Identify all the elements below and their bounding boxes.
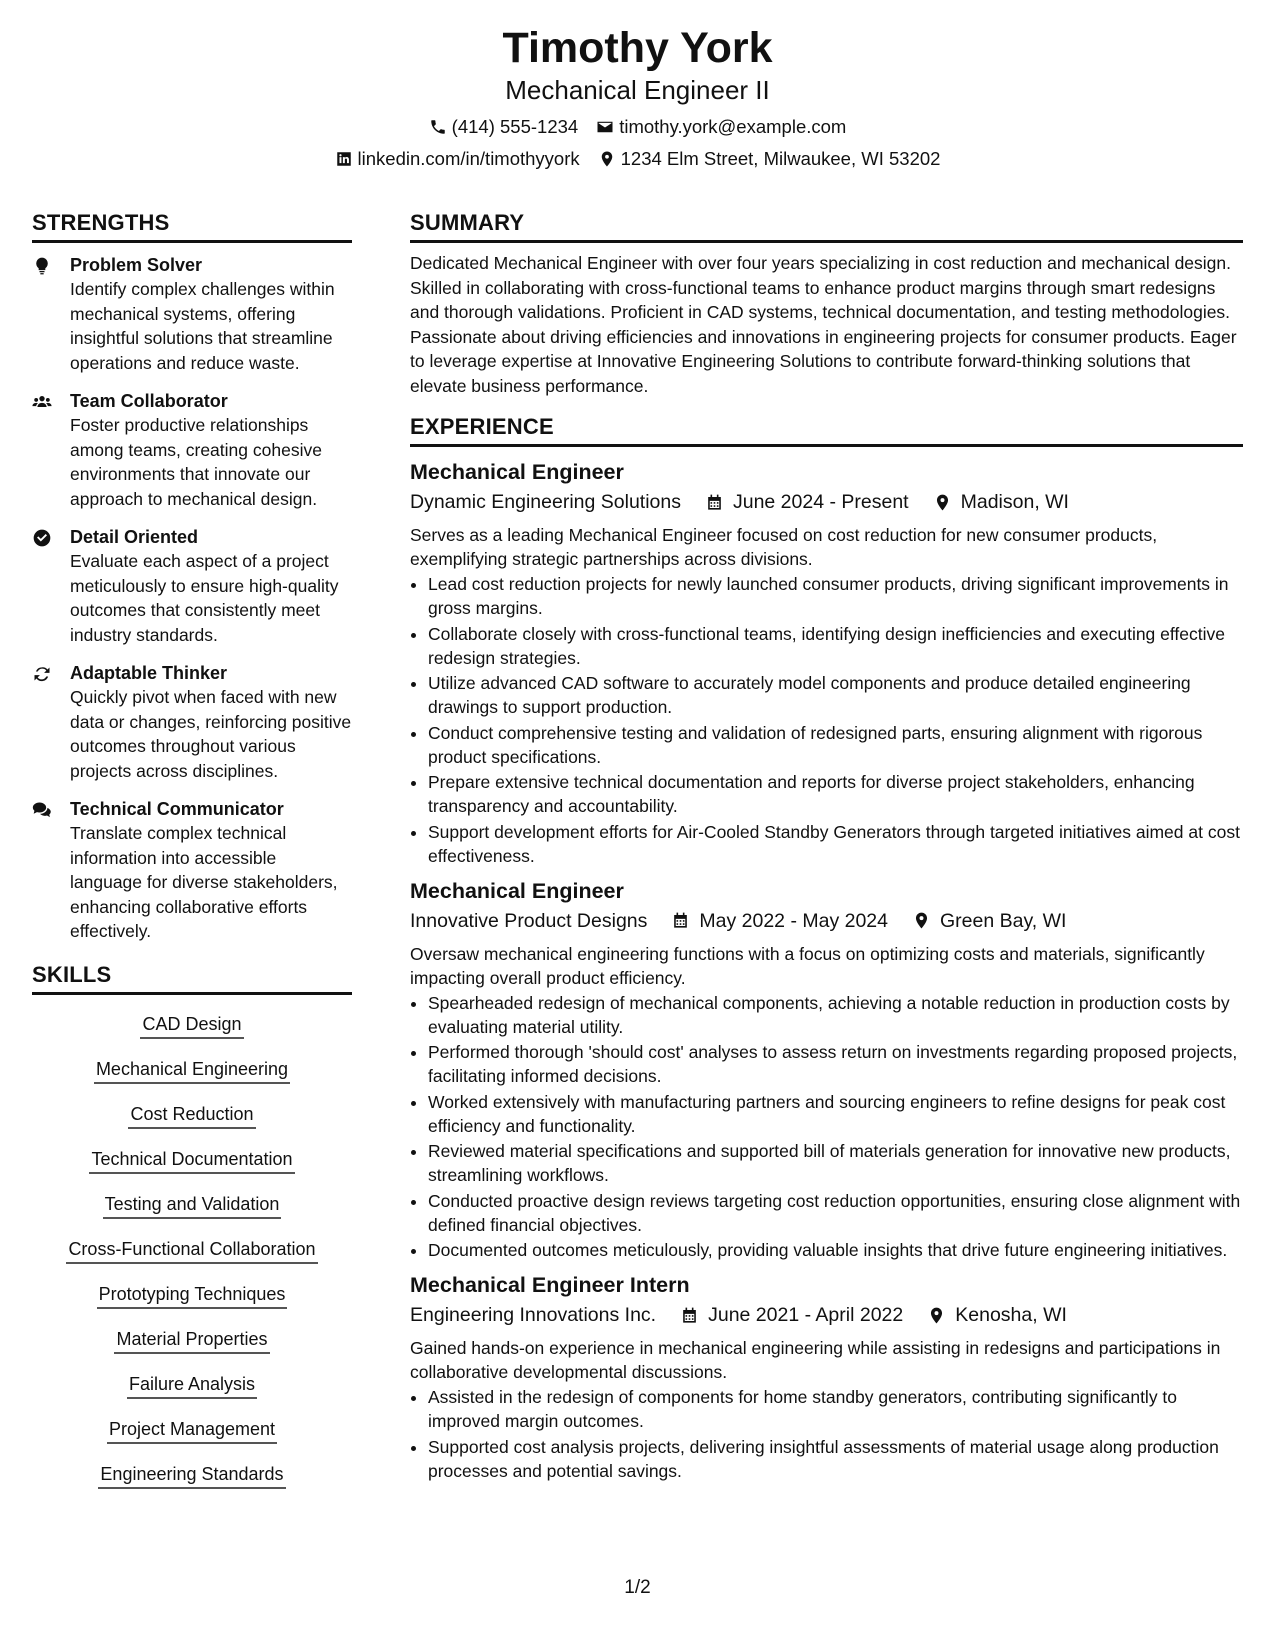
linkedin-contact[interactable]: [335, 146, 580, 172]
skill-tag: Project Management: [107, 1416, 277, 1444]
job-title: Mechanical Engineer: [410, 878, 624, 903]
candidate-title: Mechanical Engineer II: [505, 75, 770, 105]
job-location: Kenosha, WI: [955, 1304, 1067, 1326]
phone-icon: [429, 118, 447, 136]
job-entry: [410, 457, 1243, 868]
job-title: Mechanical Engineer: [410, 460, 624, 484]
map-pin-icon: [598, 150, 616, 168]
job-bullet: • Performed thorough 'should cost' analyses to assess return on investments regarding proposed projects, facilitating informed decisions.: [428, 1040, 1243, 1088]
linkedin-icon: [335, 150, 353, 168]
strength-item: [32, 797, 352, 944]
check-circle-icon: [32, 528, 52, 548]
experience-section: [410, 412, 1243, 1483]
job-bullet: • Worked extensively with manufacturing partners and sourcing engineers to refine designs for peak cost efficiency and functionality.: [428, 1090, 1243, 1138]
job-bullet: • Documented outcomes meticulously, providing valuable insights that drive future engineering initiatives.: [428, 1238, 1243, 1262]
job-bullet: • Supported cost analysis projects, delivering insightful assessments of material usage along production processes and potential savings.: [428, 1435, 1243, 1483]
strength-desc: Foster productive relationships among teams, creating cohesive environments that innovate our approach to mechanical design.: [70, 415, 322, 509]
strength-desc: Translate complex technical information into accessible language for diverse stakeholders, enhancing collaborative efforts effectively.: [70, 823, 338, 941]
phone-contact: [429, 114, 579, 140]
skill-tag: Prototyping Techniques: [97, 1281, 288, 1309]
users-icon: [32, 392, 52, 412]
map-pin-icon: [912, 911, 931, 930]
job-description: Gained hands-on experience in mechanical engineering while assisting in redesigns and participations in collaborative developmental discussions.: [410, 1338, 1221, 1382]
job-bullets: [410, 991, 1243, 1263]
summary-heading: SUMMARY: [410, 208, 1243, 243]
calendar-icon: [705, 493, 724, 512]
job-dates: June 2021 - April 2022: [708, 1304, 904, 1326]
skills-section: [32, 960, 352, 1500]
job-entry: [410, 1270, 1243, 1483]
address-text: 1234 Elm Street, Milwaukee, WI 53202: [620, 148, 941, 169]
job-meta: [410, 906, 1243, 936]
envelope-icon: [596, 118, 614, 136]
phone-text: (414) 555-1234: [451, 116, 579, 137]
summary-text: Dedicated Mechanical Engineer with over four years specializing in cost reduction and mechanical design. Skilled in collaborating with cross-functional teams to enhance product margins through smart redesigns and thorough validations. Proficient in CAD systems, technical documentation, and testing methodologies. Passionate about driving efficiencies and innovations in engineering projects for consumer products. Eager to leverage expertise at Innovative Engineering Solutions to contribute forward-thinking solutions that elevate business performance.: [410, 253, 1237, 396]
skills-heading: SKILLS: [32, 960, 352, 995]
strength-desc: Evaluate each aspect of a project meticulously to ensure high-quality outcomes that consistently meet industry standards.: [70, 551, 339, 645]
candidate-name: Timothy York: [502, 24, 773, 72]
job-bullet: • Prepare extensive technical documentation and reports for diverse project stakeholders, enhancing transparency and accountability.: [428, 770, 1243, 818]
job-description: Oversaw mechanical engineering functions with a focus on optimizing costs and materials, significantly impacting overall product efficiency.: [410, 943, 1205, 988]
strength-title: Team Collaborator: [70, 391, 228, 411]
job-company: Dynamic Engineering Solutions: [410, 491, 681, 513]
job-bullet: • Lead cost reduction projects for newly launched consumer products, driving significant improvements in gross margins.: [428, 572, 1243, 620]
calendar-icon: [671, 911, 690, 930]
skill-tag: Material Properties: [114, 1326, 269, 1354]
job-dates: June 2024 - Present: [732, 491, 909, 513]
map-pin-icon: [927, 1306, 946, 1325]
job-meta: [410, 1300, 1243, 1330]
strengths-heading: STRENGTHS: [32, 208, 352, 243]
skill-tag: Failure Analysis: [127, 1371, 257, 1399]
strength-desc: Quickly pivot when faced with new data or changes, reinforcing positive outcomes throughout various projects across disciplines.: [70, 687, 352, 781]
job-bullet: • Spearheaded redesign of mechanical components, achieving a notable reduction in production costs by evaluating material utility.: [428, 991, 1243, 1039]
skill-tag: Cost Reduction: [128, 1101, 255, 1129]
strength-item: [32, 525, 352, 647]
job-bullet: • Reviewed material specifications and supported bill of materials generation for innovative new products, streamlining workflows.: [428, 1139, 1243, 1187]
skill-tag: Engineering Standards: [98, 1461, 285, 1489]
email-contact[interactable]: [596, 114, 846, 140]
strength-item: [32, 253, 352, 375]
job-bullets: [410, 1385, 1243, 1483]
job-dates: May 2022 - May 2024: [699, 909, 888, 932]
strength-item: [32, 661, 352, 783]
strength-item: [32, 389, 352, 511]
job-bullet: • Collaborate closely with cross-functional teams, identifying design inefficiencies and executing effective redesign strategies.: [428, 622, 1243, 670]
strength-title: Problem Solver: [70, 255, 203, 275]
resume-header: [0, 22, 1275, 172]
job-bullets: [410, 572, 1243, 868]
lightbulb-icon: [32, 256, 52, 276]
skill-tag: Cross-Functional Collaboration: [66, 1236, 317, 1264]
job-bullet: • Support development efforts for Air-Cooled Standby Generators through targeted initiatives aimed at cost effectiveness.: [428, 820, 1243, 868]
job-bullet: • Assisted in the redesign of components for home standby generators, contributing significantly to improved margin outcomes.: [428, 1385, 1243, 1433]
job-company: Engineering Innovations Inc.: [410, 1304, 657, 1326]
map-pin-icon: [933, 493, 952, 512]
job-meta: [410, 487, 1243, 517]
right-column: [410, 208, 1243, 1491]
skill-tag: Testing and Validation: [103, 1191, 282, 1219]
contact-row-2: [0, 146, 1275, 172]
page-number: 1/2: [624, 1577, 651, 1598]
strength-title: Detail Oriented: [70, 527, 199, 547]
calendar-icon: [680, 1306, 699, 1325]
strength-title: Adaptable Thinker: [70, 663, 228, 683]
skill-tag: Mechanical Engineering: [94, 1056, 290, 1084]
email-text[interactable]: timothy.york@example.com: [619, 116, 847, 137]
strength-title: Technical Communicator: [70, 799, 284, 819]
sync-icon: [32, 664, 52, 684]
job-bullet: • Utilize advanced CAD software to accurately model components and produce detailed engineering drawings to support production.: [428, 671, 1243, 719]
job-company: Innovative Product Designs: [410, 909, 648, 932]
experience-heading: EXPERIENCE: [410, 412, 1243, 447]
skills-list: [32, 1005, 352, 1500]
comments-icon: [32, 800, 52, 820]
skill-tag: Technical Documentation: [89, 1146, 294, 1174]
job-description: Serves as a leading Mechanical Engineer focused on cost reduction for new consumer products, exemplifying strategic partnerships across divisions.: [410, 525, 1158, 569]
skill-tag: CAD Design: [140, 1011, 243, 1039]
job-location: Green Bay, WI: [940, 909, 1067, 932]
job-bullet: • Conducted proactive design reviews targeting cost reduction opportunities, ensuring close alignment with defined financial objectives.: [428, 1189, 1243, 1237]
strength-desc: Identify complex challenges within mechanical systems, offering insightful solutions that streamline operations and reduce waste.: [70, 279, 335, 373]
left-column: [32, 208, 352, 1500]
address-contact: [598, 146, 941, 172]
job-title: Mechanical Engineer Intern: [410, 1273, 690, 1297]
job-bullet: • Conduct comprehensive testing and validation of redesigned parts, ensuring alignment with rigorous product specifications.: [428, 721, 1243, 769]
linkedin-text[interactable]: linkedin.com/in/timothyyork: [357, 148, 580, 169]
job-location: Madison, WI: [960, 491, 1069, 513]
contact-row-1: [0, 114, 1275, 140]
job-entry: [410, 876, 1243, 1263]
